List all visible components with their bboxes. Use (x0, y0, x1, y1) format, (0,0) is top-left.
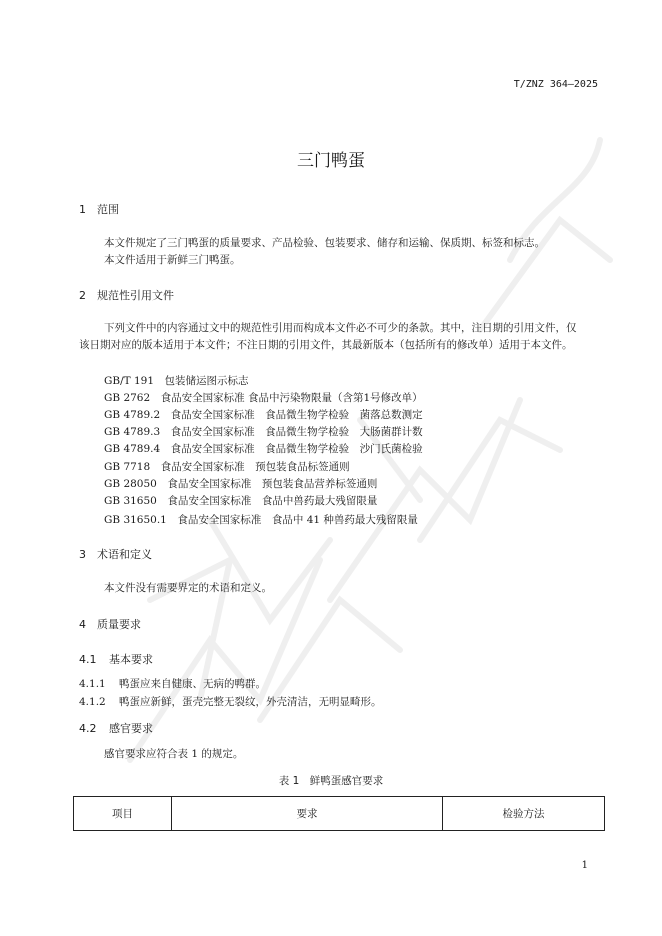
reference-item: GB 7718 食品安全国家标准 预包装食品标签通则 (104, 461, 350, 473)
reference-item: GB 4789.3 食品安全国家标准 食品微生物学检验 大肠菌群计数 (104, 426, 423, 438)
section-heading-scope (79, 201, 119, 217)
section-heading-terms (79, 546, 152, 562)
scope-paragraph: 本文件适用于新鲜三门鸭蛋。 (104, 254, 241, 266)
section-title: 术语和定义 (97, 548, 152, 561)
sensory-requirements-table (73, 796, 605, 831)
section-title: 质量要求 (97, 618, 141, 631)
reference-item: GB 28050 食品安全国家标准 预包装食品营养标签通则 (104, 478, 378, 490)
reference-item: GB 4789.2 食品安全国家标准 食品微生物学检验 菌落总数测定 (104, 409, 423, 421)
clause-item (79, 694, 382, 709)
section-number: 4 (79, 618, 86, 631)
clause-text: 鸭蛋应来自健康、无病的鸭群。 (119, 678, 266, 690)
document-title: 三门鸭蛋 (297, 151, 365, 171)
reference-item: GB 2762 食品安全国家标准 食品中污染物限量（含第1号修改单） (104, 392, 423, 404)
references-intro: 下列文件中的内容通过文中的规范性引用而构成本文件必不可少的条款。其中，注日期的引用文件，仅该日期对应的版本适用于本文件；不注日期的引用文件，其最新版本（包括所有的修改单）适用于本文件。 (79, 322, 577, 351)
reference-item: GB 31650 食品安全国家标准 食品中兽药最大残留限量 (104, 495, 378, 507)
table-caption: 表 1 鲜鸭蛋感官要求 (278, 775, 384, 787)
section-number: 2 (79, 289, 86, 302)
subsection-number: 4.2 (79, 722, 97, 735)
reference-item: GB 4789.4 食品安全国家标准 食品微生物学检验 沙门氏菌检验 (104, 443, 423, 455)
subsection-title: 基本要求 (109, 653, 153, 666)
table-header-cell: 要求 (172, 797, 443, 831)
standard-number: T/ZNZ 364—2025 (513, 79, 598, 90)
section-heading-references (79, 287, 174, 303)
page-number: 1 (581, 860, 588, 871)
table-header-cell: 项目 (74, 797, 172, 831)
scope-paragraph: 本文件规定了三门鸭蛋的质量要求、产品检验、包装要求、储存和运输、保质期、标签和标志。 (104, 237, 545, 249)
subsection-number: 4.1 (79, 653, 97, 666)
clause-number: 4.1.2 (79, 696, 106, 708)
sensory-paragraph: 感官要求应符合表 1 的规定。 (104, 748, 244, 760)
subsection-title: 感官要求 (109, 722, 153, 735)
reference-item: GB/T 191 包装储运图示标志 (104, 375, 249, 387)
terms-paragraph: 本文件没有需要界定的术语和定义。 (104, 582, 272, 594)
subsection-heading-sensory (79, 720, 153, 736)
section-title: 范围 (97, 203, 119, 216)
clause-text: 鸭蛋应新鲜，蛋壳完整无裂纹，外壳清洁，无明显畸形。 (119, 696, 382, 708)
clause-item (79, 676, 266, 691)
clause-number: 4.1.1 (79, 678, 106, 690)
table-header-cell: 检验方法 (443, 797, 605, 831)
subsection-heading-basic (79, 651, 153, 667)
section-title: 规范性引用文件 (97, 289, 174, 302)
section-number: 1 (79, 203, 86, 216)
table-header-row (74, 797, 605, 831)
section-number: 3 (79, 548, 86, 561)
section-heading-quality (79, 616, 141, 632)
reference-item: GB 31650.1 食品安全国家标准 食品中 41 种兽药最大残留限量 (104, 514, 418, 526)
